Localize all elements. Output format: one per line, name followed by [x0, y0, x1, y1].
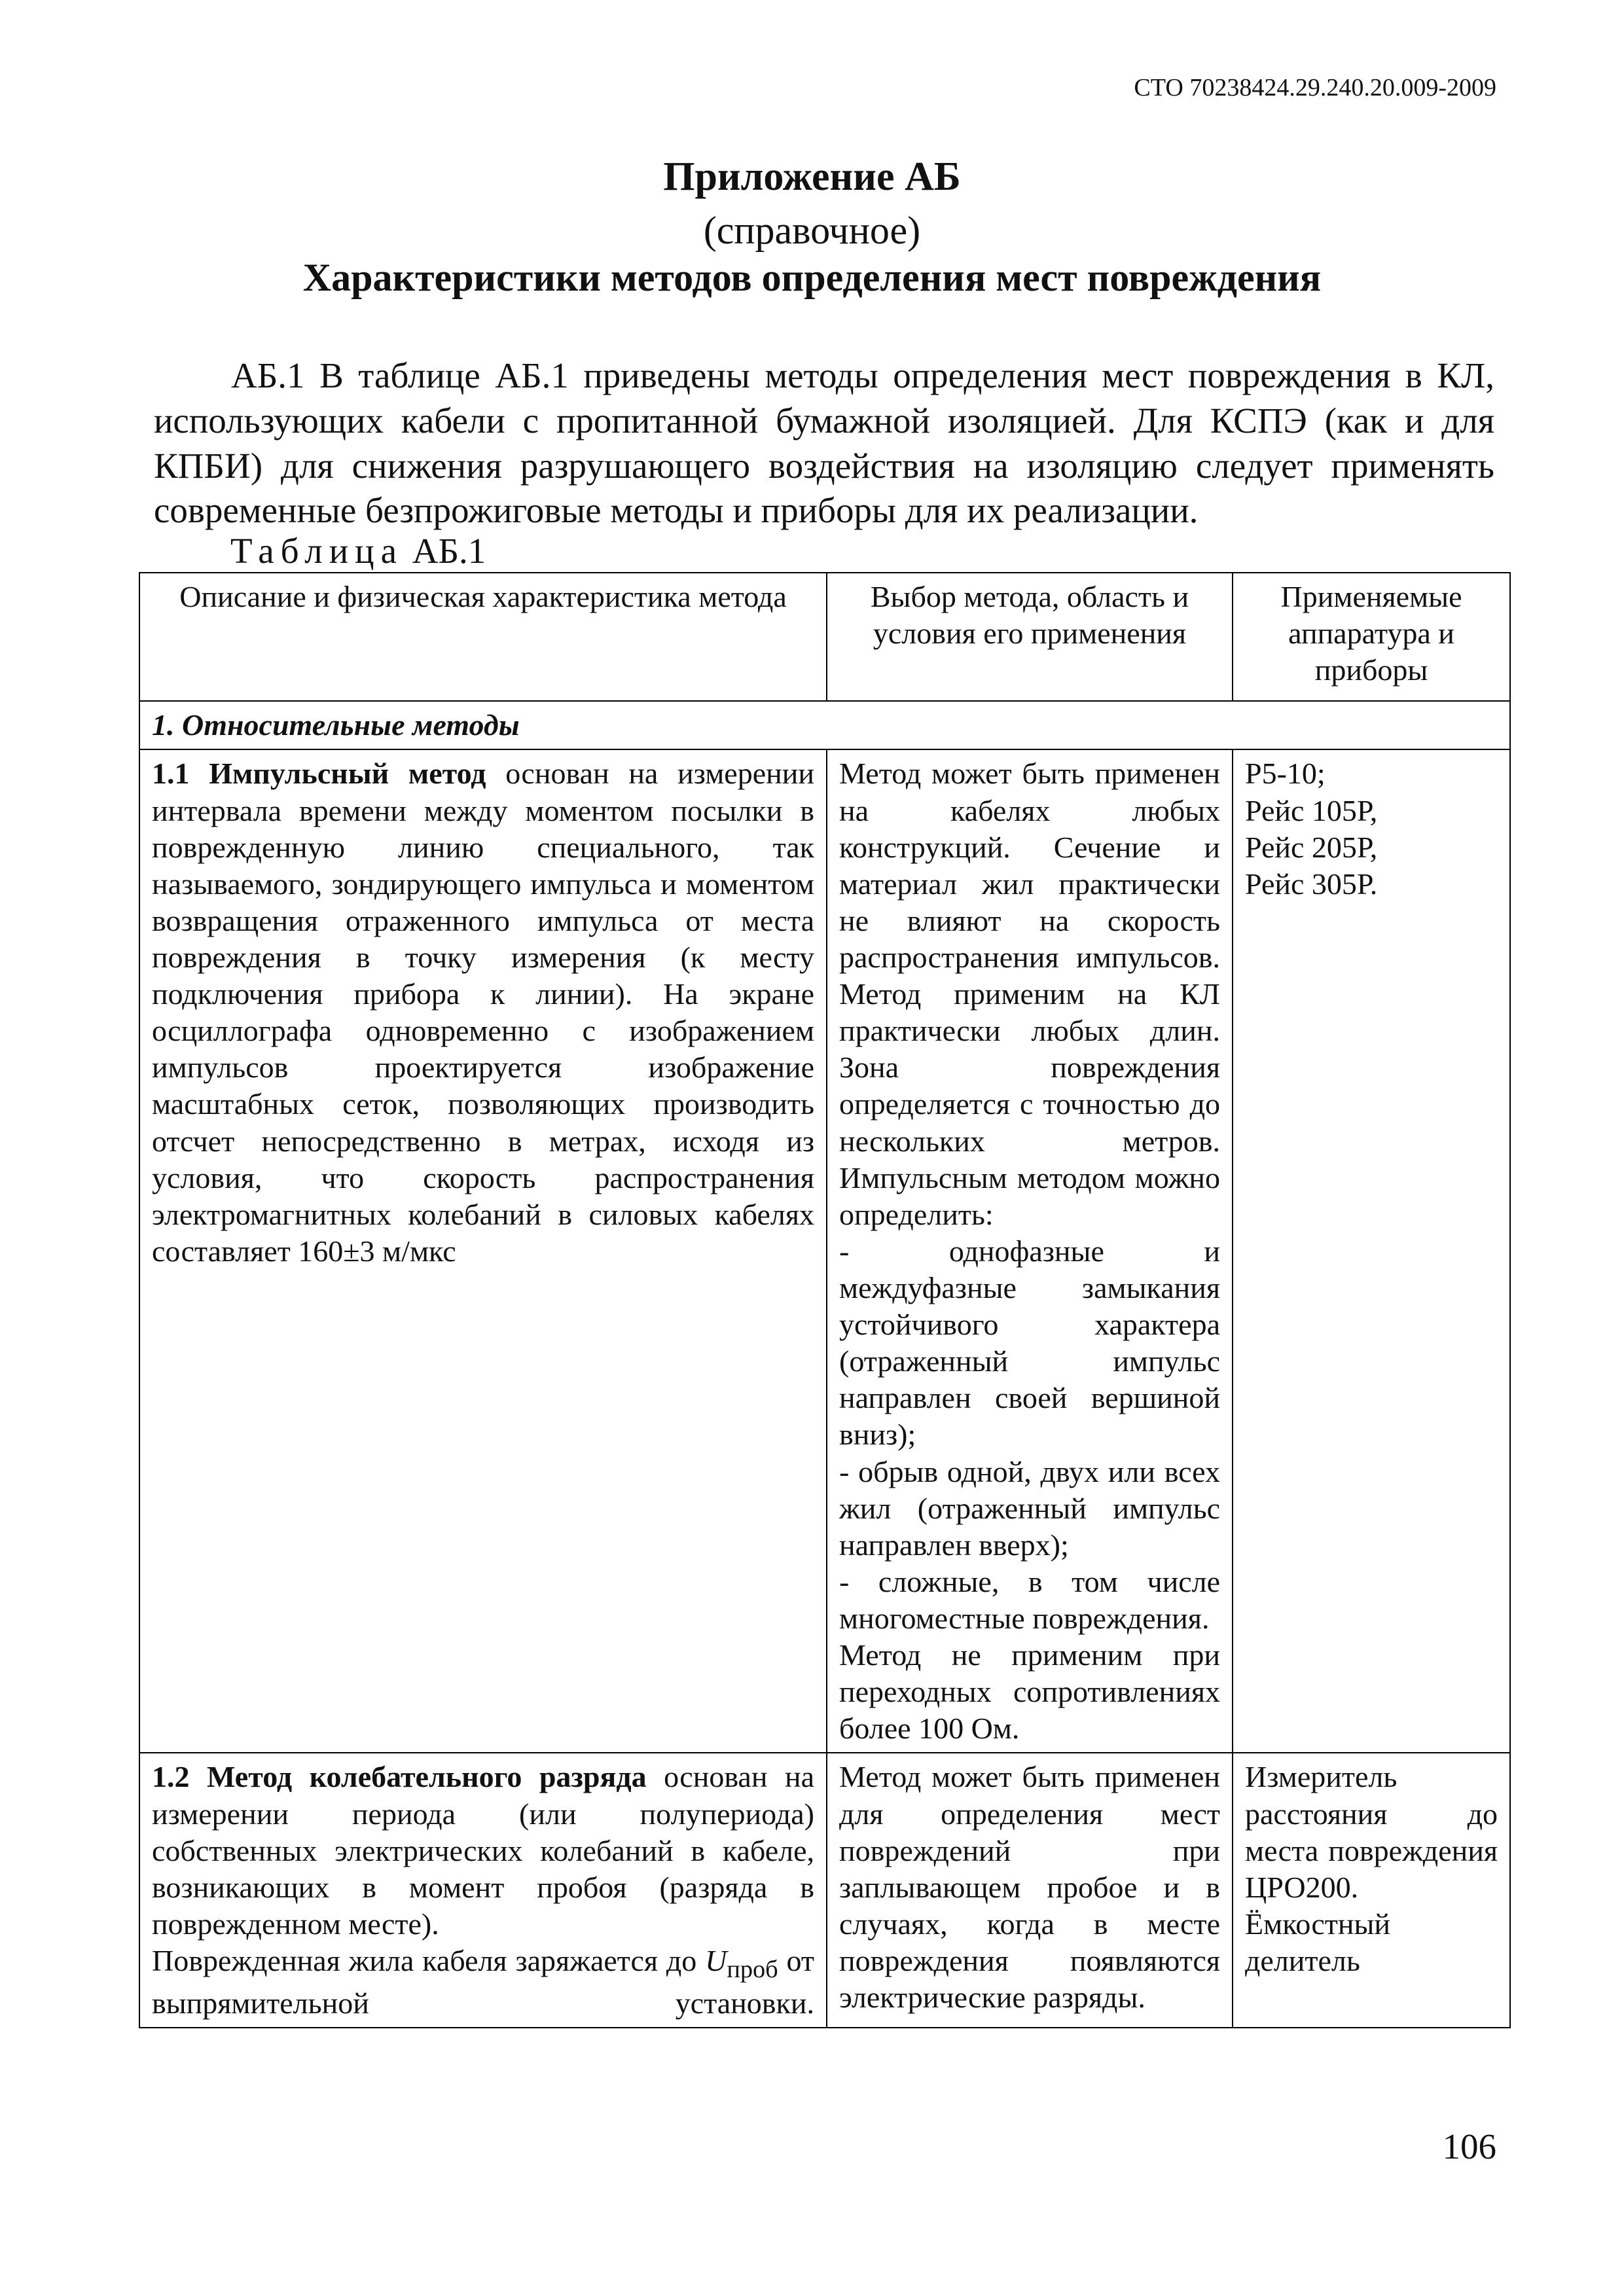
table-caption [230, 530, 486, 571]
method-text: основан на измерении периода (или полупериода) собственных электрических колебаний в кабеле, возникающих в момент пробоя (разряда в поврежденном месте). [152, 1760, 814, 1941]
voltage-symbol: U [705, 1943, 727, 1977]
application-paragraph: - сложные, в том числе многоместные повреждения. [839, 1564, 1220, 1635]
table-header-row [139, 573, 1510, 701]
device-item: Рейс 205Р, [1245, 830, 1378, 864]
device-item: Ёмкостный делитель [1245, 1907, 1391, 1977]
voltage-subscript: проб [727, 1956, 778, 1984]
device-item: Рейс 305Р. [1245, 867, 1378, 901]
application-paragraph: Метод может быть применен на кабелях любых конструкций. Сечение и материал жил практически не влияют на скорость распространения импульсов. Метод применим на КЛ практически любых длин. Зона повреждения определяется с точностью до нескольких метров. Импульсным методом можно определить: [839, 757, 1220, 1231]
page-number: 106 [1442, 2126, 1496, 2166]
table-row [139, 749, 1510, 1753]
method-devices [1233, 1753, 1510, 2028]
method-application [827, 1753, 1233, 2028]
header-description: Описание и физическая характеристика метода [139, 573, 827, 701]
table-caption-id: АБ.1 [412, 531, 486, 571]
appendix-kind: (справочное) [703, 209, 921, 252]
appendix-name: Характеристики методов определения мест повреждения [302, 256, 1322, 299]
method-title: 1.1 Импульсный метод [152, 757, 486, 791]
device-item: Измеритель расстояния до места повреждения ЦРО200. [1245, 1760, 1498, 1904]
table-caption-word: Таблица [230, 531, 403, 571]
application-paragraph: Метод может быть применен для определения мест повреждений при заплывающем пробое и в случаях, когда в месте повреждения появляются электрические разряды. [839, 1760, 1220, 2015]
methods-table [139, 572, 1511, 2028]
device-item: Р5-10; [1245, 757, 1326, 791]
method-text: основан на измерении интервала времени между моментом посылки в поврежденную линию специального, так называемого, зондирующего импульса и моментом возвращения отраженного импульса от места повреждения в точку измерения (к месту подключения прибора к линии). На экране осциллографа одновременно с изображением импульсов проектируется изображение масштабных сеток, позволяющих производить отсчет непосредственно в метрах, исходя из условия, что скорость распространения электромагнитных колебаний в силовых кабелях составляет 160±3 м/мкс [152, 757, 814, 1268]
method-description [139, 749, 827, 1753]
header-devices: Применяемые аппаратура и приборы [1233, 573, 1510, 701]
method-devices [1233, 749, 1510, 1753]
application-paragraph: - обрыв одной, двух или всех жил (отраженный импульс направлен вверх); [839, 1454, 1220, 1562]
intro-paragraph: АБ.1 В таблице АБ.1 приведены методы определения мест повреждения в КЛ, использующих кабели с пропитанной бумажной изоляцией. Для КСПЭ (как и для КПБИ) для снижения разрушающего воздействия на изоляцию следует применять современные безпрожиговые методы и приборы для их реализации. [154, 355, 1494, 531]
section-row [139, 701, 1510, 749]
method-application [827, 749, 1233, 1753]
section-title: 1. Относительные методы [139, 701, 1510, 749]
header-application: Выбор метода, область и условия его применения [827, 573, 1233, 701]
document-code: СТО 70238424.29.240.20.009-2009 [1134, 74, 1496, 101]
method-text-continued: Поврежденная жила кабеля заряжается до $U_{проб}$ от выпрямительной установки. [152, 1943, 814, 2020]
device-item: Рейс 105Р, [1245, 793, 1378, 827]
appendix-title: Приложение АБ [663, 154, 961, 199]
method-title: 1.2 Метод колебательного разряда [152, 1760, 647, 1794]
table-row [139, 1753, 1510, 2028]
method-description [139, 1753, 827, 2028]
application-paragraph: Метод не применим при переходных сопротивлениях более 100 Ом. [839, 1638, 1220, 1746]
application-paragraph: - однофазные и междуфазные замыкания устойчивого характера (отраженный импульс направлен своей вершиной вниз); [839, 1234, 1220, 1452]
